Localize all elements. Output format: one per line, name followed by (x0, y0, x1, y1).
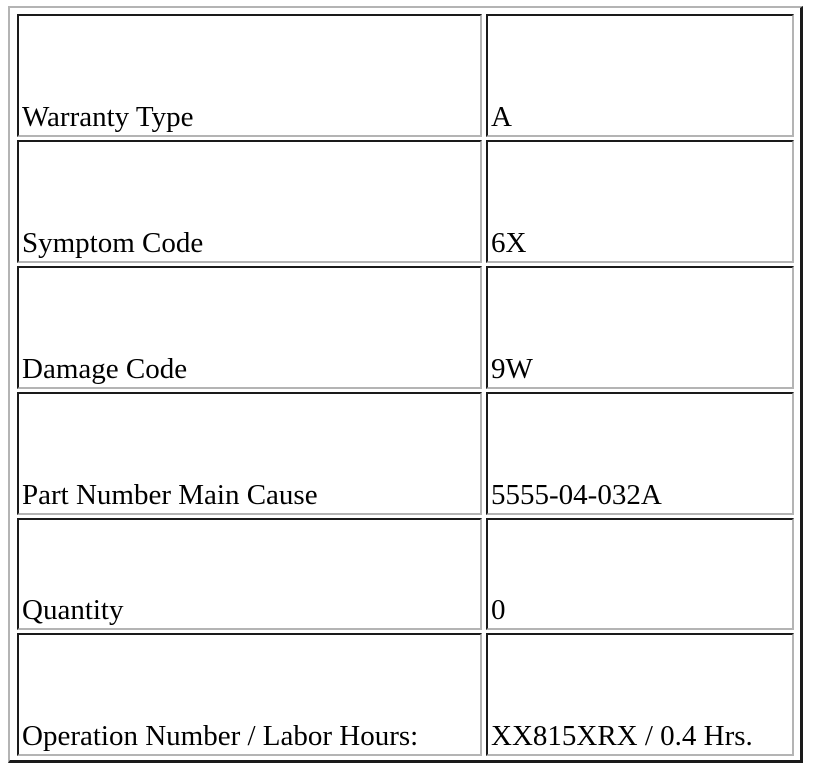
warranty-table (8, 6, 803, 763)
row-symptom-code-label: Symptom Code (17, 140, 482, 263)
row-part-number-value: 5555-04-032A (486, 392, 794, 515)
row-damage-code-value: 9W (486, 266, 794, 389)
row-quantity-label: Quantity (17, 518, 482, 630)
row-warranty-type-value: A (486, 14, 794, 137)
row-warranty-type-label: Warranty Type (17, 14, 482, 137)
row-operation-number-value: XX815XRX / 0.4 Hrs. (486, 633, 794, 756)
row-quantity-value: 0 (486, 518, 794, 630)
row-part-number-label: Part Number Main Cause (17, 392, 482, 515)
row-damage-code-label: Damage Code (17, 266, 482, 389)
row-symptom-code-value: 6X (486, 140, 794, 263)
row-operation-number-label: Operation Number / Labor Hours: (17, 633, 482, 756)
